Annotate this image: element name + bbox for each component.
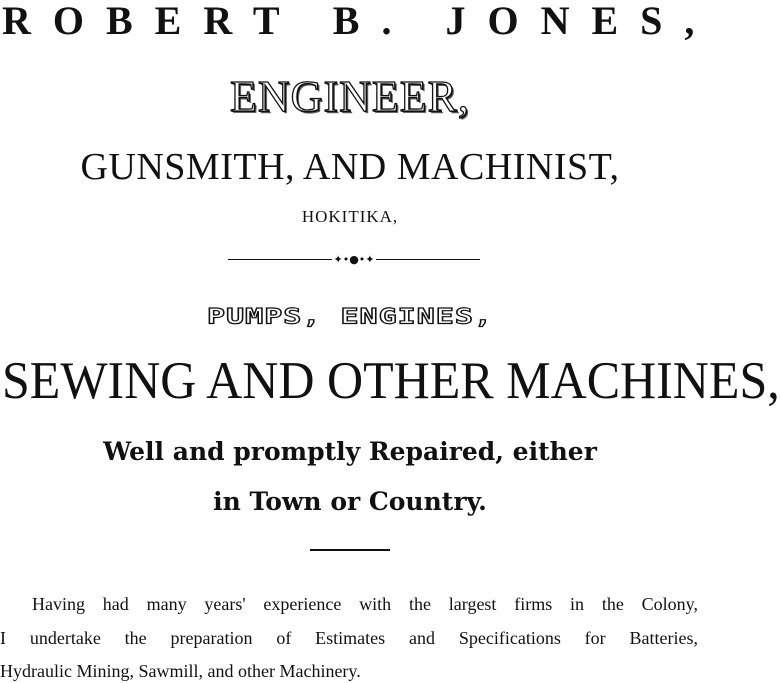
ornamental-divider <box>228 252 480 268</box>
repair-line-1: Well and promptly Repaired, either <box>103 437 597 466</box>
divider-rule-right <box>376 259 480 260</box>
body-text-line: I undertake the preparation of Estimates and Specifications for Batteries, <box>0 628 698 648</box>
location-label: HOKITIKA, <box>301 207 399 226</box>
profession-heading: ENGINEER, <box>230 72 470 121</box>
advertiser-name: ROBERT B. JONES, <box>2 0 717 43</box>
ornament-icon: ✦•●•✦ <box>333 253 375 266</box>
machines-heading: SEWING AND OTHER MACHINES, <box>2 350 780 410</box>
repair-line-2: in Town or Country. <box>213 487 487 516</box>
section-divider <box>310 549 390 551</box>
body-text-line: Hydraulic Mining, Sawmill, and other Machinery. <box>0 661 361 681</box>
products-heading: PUMPS, ENGINES, <box>207 304 493 330</box>
trades-heading: GUNSMITH, AND MACHINIST, <box>80 146 620 188</box>
divider-rule-left <box>228 259 332 260</box>
body-text-line: Having had many years' experience with the largest firms in the Colony, <box>32 594 698 614</box>
